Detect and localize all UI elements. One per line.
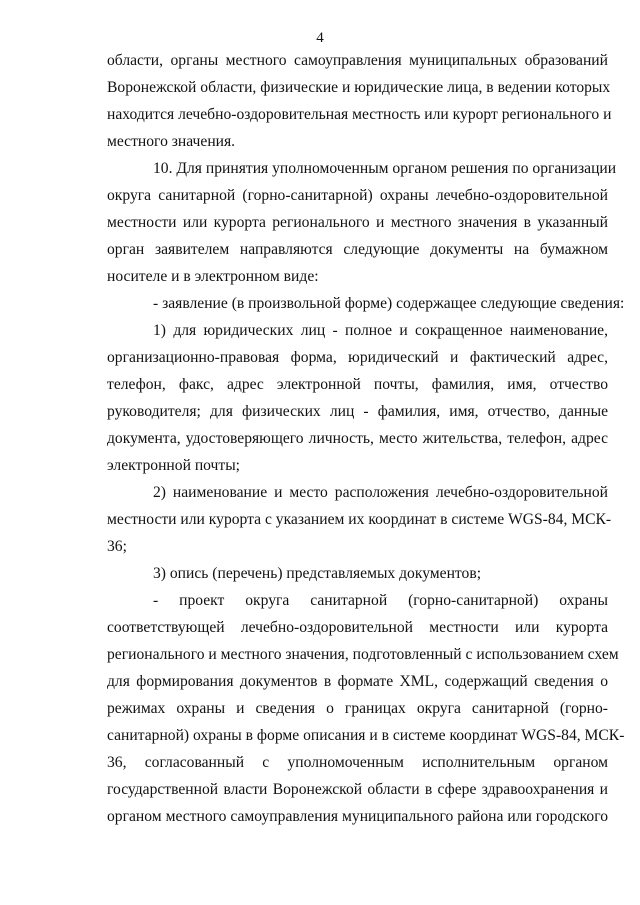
text-line: округа санитарной (горно-санитарной) охраны лечебно-оздоровительной — [107, 187, 608, 204]
text-line: соответствующей лечебно-оздоровительной местности или курорта — [107, 619, 608, 636]
text-line: 2) наименование и место расположения лечебно-оздоровительной — [153, 484, 608, 501]
text-line: руководителя; для физических лиц - фамилия, имя, отчество, данные — [107, 403, 608, 420]
text-line: государственной власти Воронежской области в сфере здравоохранения и — [107, 781, 608, 798]
text-line: 3) опись (перечень) представляемых документов; — [153, 565, 482, 582]
text-line: местности или курорта регионального и местного значения в указанный — [107, 214, 608, 231]
text-line: 36, согласованный с уполномоченным исполнительным органом — [107, 754, 608, 771]
text-line: органом местного самоуправления муниципального района или городского — [107, 808, 608, 825]
text-line: санитарной) охраны в форме описания и в системе координат WGS-84, МСК- — [107, 727, 625, 744]
page-number: 4 — [316, 30, 324, 46]
text-line: электронной почты; — [107, 457, 241, 474]
text-line: телефон, факс, адрес электронной почты, фамилия, имя, отчество — [107, 376, 608, 393]
text-line: 10. Для принятия уполномоченным органом решения по организации — [153, 160, 617, 177]
text-line: регионального и местного значения, подготовленный с использованием схем — [107, 646, 619, 663]
text-line: области, органы местного самоуправления муниципальных образований — [107, 52, 608, 69]
text-line: Воронежской области, физические и юридические лица, в ведении которых — [107, 79, 611, 96]
text-line: - проект округа санитарной (горно-санитарной) охраны — [153, 592, 608, 609]
text-line: 36; — [107, 538, 127, 555]
text-line: организационно-правовая форма, юридический и фактический адрес, — [107, 349, 608, 366]
text-line: местного значения. — [107, 133, 236, 150]
text-line: 1) для юридических лиц - полное и сокращенное наименование, — [153, 322, 608, 339]
text-line: орган заявителем направляются следующие документы на бумажном — [107, 241, 608, 258]
text-line: режимах охраны и сведения о границах округа санитарной (горно- — [107, 700, 608, 717]
text-line: местности или курорта с указанием их координат в системе WGS-84, МСК- — [107, 511, 612, 528]
text-line: для формирования документов в формате XML, содержащий сведения о — [107, 673, 608, 690]
text-line: находится лечебно-оздоровительная местность или курорт регионального и — [107, 106, 612, 123]
text-line: носителе и в электронном виде: — [107, 268, 319, 285]
text-line: - заявление (в произвольной форме) содержащее следующие сведения: — [153, 295, 625, 312]
text-line: документа, удостоверяющего личность, место жительства, телефон, адрес — [107, 430, 608, 447]
